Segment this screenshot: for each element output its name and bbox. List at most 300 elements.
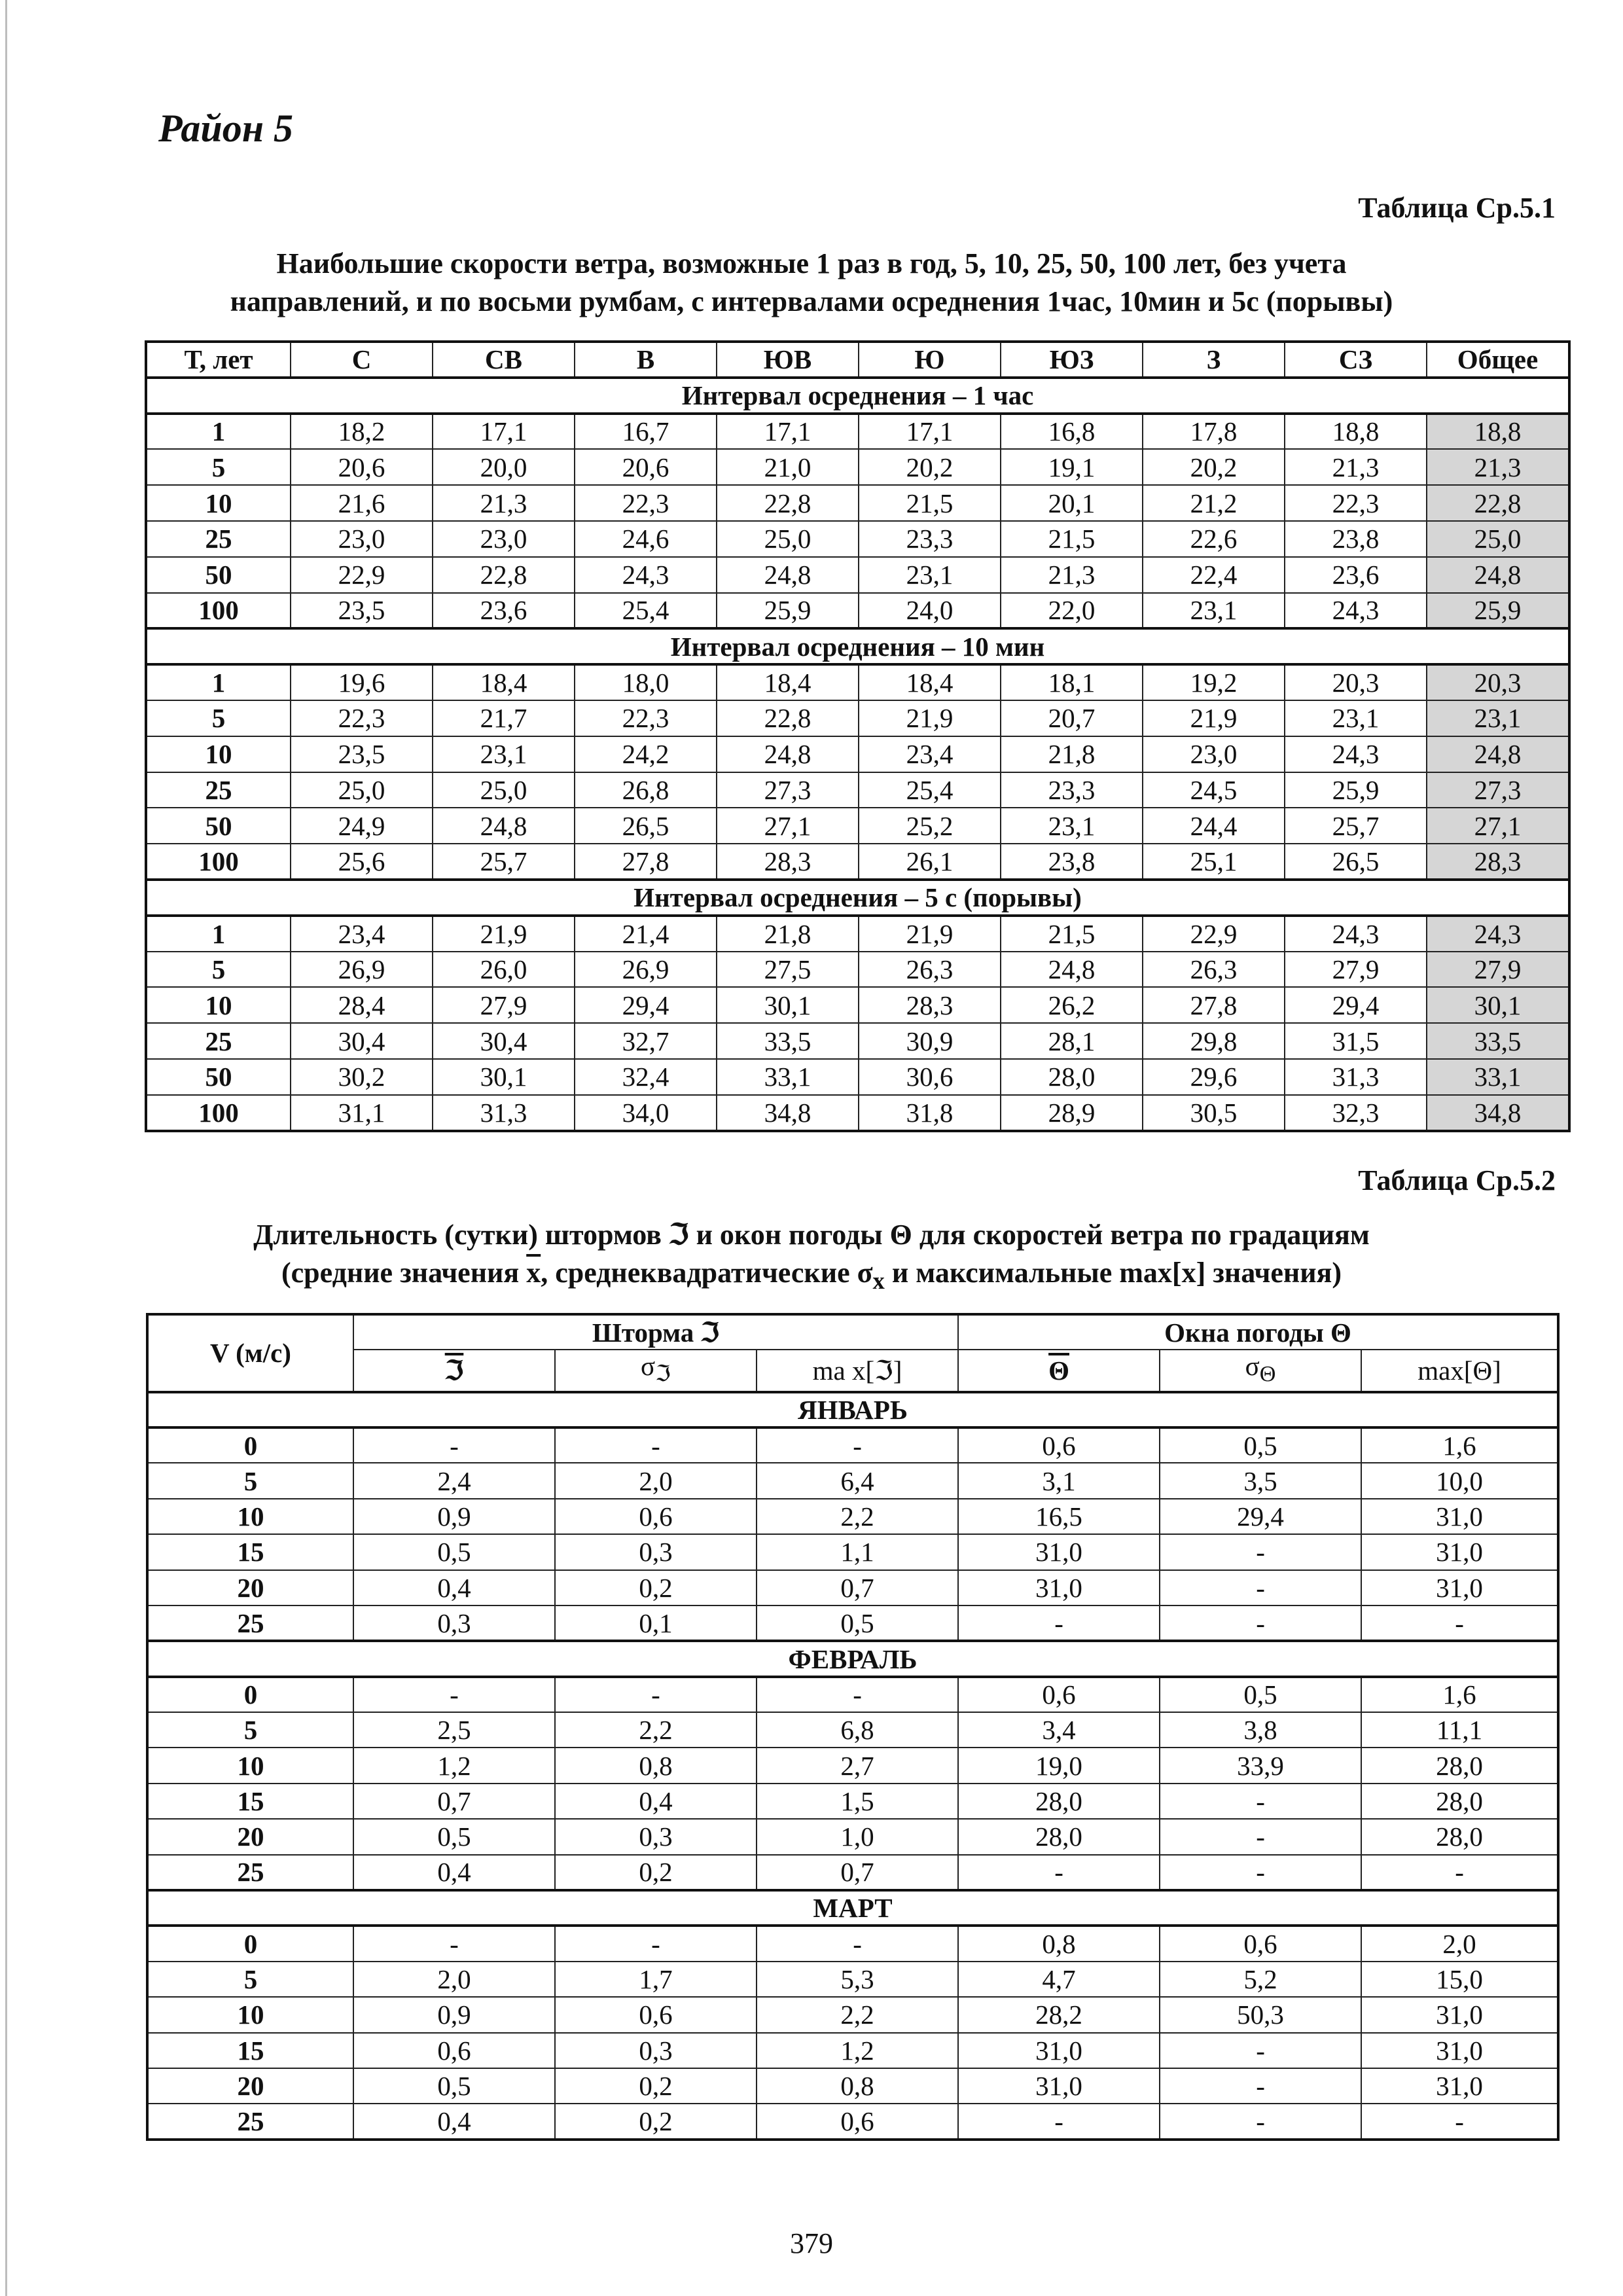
speed-cell: 0: [147, 1427, 353, 1463]
value-cell: 1,0: [757, 1819, 958, 1854]
value-cell: 18,4: [717, 664, 859, 700]
caption-sub: x: [872, 1266, 885, 1294]
table-row: [146, 1059, 1569, 1095]
value-cell: 1,2: [757, 2033, 958, 2068]
value-cell: -: [1361, 1855, 1558, 1890]
value-cell: 31,0: [958, 2068, 1160, 2104]
value-cell: 25,0: [717, 521, 859, 557]
value-cell: 2,2: [757, 1499, 958, 1534]
value-cell: 21,7: [433, 700, 575, 736]
value-cell: 32,4: [575, 1059, 717, 1095]
value-cell: 6,8: [757, 1712, 958, 1748]
value-cell: 25,1: [1143, 844, 1285, 880]
column-header: В: [575, 342, 717, 378]
storm-duration-table: [146, 1313, 1560, 2141]
table-row: [147, 1499, 1558, 1534]
value-cell: -: [1361, 1605, 1558, 1641]
table2-sub-header: [147, 1350, 1558, 1391]
value-cell: 23,6: [1285, 557, 1427, 593]
value-cell: 0,7: [353, 1784, 555, 1819]
value-cell: 21,3: [1427, 449, 1569, 485]
value-cell: -: [1160, 1819, 1361, 1854]
caption-text: , среднеквадратические σ: [541, 1257, 873, 1289]
speed-cell: 15: [147, 1784, 353, 1819]
value-cell: 21,2: [1143, 485, 1285, 521]
value-cell: 21,9: [1143, 700, 1285, 736]
table-row: [147, 2033, 1558, 2068]
value-cell: 20,6: [575, 449, 717, 485]
return-period-cell: 5: [146, 952, 291, 988]
value-cell: 19,0: [958, 1748, 1160, 1783]
table-row: [146, 521, 1569, 557]
value-cell: -: [555, 1677, 757, 1712]
table-row: [147, 1427, 1558, 1463]
speed-cell: 20: [147, 2068, 353, 2104]
table-row: [146, 593, 1569, 629]
value-cell: 21,8: [1001, 736, 1143, 772]
value-cell: 22,6: [1143, 521, 1285, 557]
value-cell: 28,0: [1361, 1819, 1558, 1854]
speed-cell: 0: [147, 1926, 353, 1961]
value-cell: 19,2: [1143, 664, 1285, 700]
value-cell: -: [1160, 1855, 1361, 1890]
value-cell: 25,9: [717, 593, 859, 629]
value-cell: 31,1: [291, 1095, 433, 1131]
value-cell: 1,6: [1361, 1677, 1558, 1712]
value-cell: -: [757, 1926, 958, 1961]
table-row: [147, 1997, 1558, 2032]
value-cell: 20,2: [1143, 449, 1285, 485]
value-cell: 0,7: [757, 1570, 958, 1605]
value-cell: 21,3: [1285, 449, 1427, 485]
value-cell: 0,5: [353, 1534, 555, 1570]
speed-cell: 10: [147, 1748, 353, 1783]
value-cell: 30,6: [859, 1059, 1001, 1095]
month-row: [147, 1641, 1558, 1676]
value-cell: -: [1160, 1570, 1361, 1605]
value-cell: 2,7: [757, 1748, 958, 1783]
value-cell: 0,9: [353, 1499, 555, 1534]
return-period-cell: 1: [146, 414, 291, 450]
value-cell: 25,4: [575, 593, 717, 629]
return-period-cell: 10: [146, 987, 291, 1023]
value-cell: 31,0: [958, 1570, 1160, 1605]
table-row: [147, 2068, 1558, 2104]
value-cell: 25,9: [1285, 772, 1427, 808]
value-cell: 28,0: [1001, 1059, 1143, 1095]
value-cell: 31,0: [1361, 1997, 1558, 2032]
return-period-cell: 50: [146, 808, 291, 844]
speed-cell: 5: [147, 1962, 353, 1997]
value-cell: 24,3: [575, 557, 717, 593]
value-cell: 24,8: [717, 557, 859, 593]
value-cell: 17,1: [433, 414, 575, 450]
value-cell: 0,4: [353, 1855, 555, 1890]
value-cell: 26,5: [575, 808, 717, 844]
value-cell: 21,9: [859, 700, 1001, 736]
header-window-max: max[Θ]: [1361, 1350, 1558, 1391]
value-cell: 0,4: [353, 2104, 555, 2139]
value-cell: 25,7: [1285, 808, 1427, 844]
return-period-cell: 100: [146, 1095, 291, 1131]
value-cell: 21,5: [1001, 916, 1143, 952]
value-cell: 0,8: [958, 1926, 1160, 1961]
value-cell: 21,5: [1001, 521, 1143, 557]
value-cell: 24,6: [575, 521, 717, 557]
value-cell: 24,3: [1427, 916, 1569, 952]
value-cell: 22,8: [433, 557, 575, 593]
value-cell: 0,6: [555, 1499, 757, 1534]
value-cell: -: [353, 1427, 555, 1463]
header-storm-max: ma x[ℑ]: [757, 1350, 958, 1391]
value-cell: 18,8: [1285, 414, 1427, 450]
value-cell: 2,0: [353, 1962, 555, 1997]
value-cell: 25,4: [859, 772, 1001, 808]
value-cell: 23,3: [859, 521, 1001, 557]
header-speed: V (м/с): [147, 1314, 353, 1392]
value-cell: 20,1: [1001, 485, 1143, 521]
value-cell: 1,7: [555, 1962, 757, 1997]
value-cell: 31,0: [958, 1534, 1160, 1570]
table-row: [147, 1605, 1558, 1641]
value-cell: 17,1: [717, 414, 859, 450]
column-header: С: [291, 342, 433, 378]
speed-cell: 20: [147, 1819, 353, 1854]
value-cell: 28,0: [958, 1784, 1160, 1819]
value-cell: 34,8: [717, 1095, 859, 1131]
value-cell: 3,1: [958, 1463, 1160, 1498]
value-cell: -: [555, 1926, 757, 1961]
value-cell: 34,8: [1427, 1095, 1569, 1131]
value-cell: 11,1: [1361, 1712, 1558, 1748]
value-cell: 26,3: [859, 952, 1001, 988]
column-header: СЗ: [1285, 342, 1427, 378]
value-cell: 29,4: [1160, 1499, 1361, 1534]
section-title: Интервал осреднения – 1 час: [146, 378, 1569, 414]
value-cell: 28,0: [958, 1819, 1160, 1854]
value-cell: 23,8: [1001, 844, 1143, 880]
value-cell: 26,8: [575, 772, 717, 808]
value-cell: -: [757, 1427, 958, 1463]
value-cell: 22,8: [717, 485, 859, 521]
value-cell: 17,8: [1143, 414, 1285, 450]
value-cell: 16,7: [575, 414, 717, 450]
value-cell: 29,8: [1143, 1023, 1285, 1059]
value-cell: 34,0: [575, 1095, 717, 1131]
return-period-cell: 50: [146, 557, 291, 593]
value-cell: 23,3: [1001, 772, 1143, 808]
table-row: [146, 485, 1569, 521]
caption-text: и максимальные max[x] значения): [884, 1257, 1342, 1289]
table-row: [146, 916, 1569, 952]
return-period-cell: 10: [146, 736, 291, 772]
value-cell: 3,4: [958, 1712, 1160, 1748]
value-cell: 0,4: [555, 1784, 757, 1819]
value-cell: -: [958, 1605, 1160, 1641]
value-cell: 5,2: [1160, 1962, 1361, 1997]
value-cell: 30,4: [291, 1023, 433, 1059]
value-cell: 21,0: [717, 449, 859, 485]
value-cell: 21,5: [859, 485, 1001, 521]
table1-caption: [144, 245, 1479, 321]
value-cell: 30,1: [433, 1059, 575, 1095]
value-cell: 0,3: [555, 1534, 757, 1570]
value-cell: 10,0: [1361, 1463, 1558, 1498]
value-cell: -: [353, 1926, 555, 1961]
value-cell: 28,3: [717, 844, 859, 880]
value-cell: 2,2: [555, 1712, 757, 1748]
table1-header-row: [146, 342, 1569, 378]
table-row: [146, 414, 1569, 450]
value-cell: 33,1: [1427, 1059, 1569, 1095]
value-cell: 20,6: [291, 449, 433, 485]
value-cell: 0,4: [353, 1570, 555, 1605]
value-cell: -: [958, 2104, 1160, 2139]
value-cell: 25,6: [291, 844, 433, 880]
value-cell: 1,1: [757, 1534, 958, 1570]
value-cell: 0,8: [555, 1748, 757, 1783]
table1-caption-line1: Наибольшие скорости ветра, возможные 1 раз в год, 5, 10, 25, 50, 100 лет, без учета: [276, 247, 1347, 279]
window-mean-symbol: $\overline{\Theta}$: [1048, 1355, 1069, 1386]
table1-label: Таблица Ср.5.1: [1358, 192, 1556, 224]
sigma-symbol: σ: [641, 1351, 656, 1382]
table-row: [147, 1962, 1558, 1997]
value-cell: 23,5: [291, 593, 433, 629]
value-cell: 25,0: [291, 772, 433, 808]
value-cell: 18,1: [1001, 664, 1143, 700]
table-row: [146, 557, 1569, 593]
value-cell: 1,2: [353, 1748, 555, 1783]
value-cell: 22,3: [575, 700, 717, 736]
sigma-symbol: σ: [1245, 1351, 1260, 1382]
region-title: Район 5: [158, 107, 294, 150]
value-cell: 23,4: [859, 736, 1001, 772]
speed-cell: 10: [147, 1997, 353, 2032]
value-cell: 27,8: [575, 844, 717, 880]
value-cell: 29,4: [1285, 987, 1427, 1023]
table-row: [147, 1819, 1558, 1854]
value-cell: 27,9: [1427, 952, 1569, 988]
value-cell: 23,1: [1143, 593, 1285, 629]
value-cell: 22,9: [1143, 916, 1285, 952]
table-row: [146, 449, 1569, 485]
column-header: ЮВ: [717, 342, 859, 378]
value-cell: 0,5: [353, 2068, 555, 2104]
value-cell: 26,1: [859, 844, 1001, 880]
value-cell: 24,8: [1427, 557, 1569, 593]
value-cell: 28,0: [1361, 1748, 1558, 1783]
value-cell: 0,2: [555, 2068, 757, 2104]
table-row: [146, 736, 1569, 772]
month-row: [147, 1890, 1558, 1926]
value-cell: 25,0: [433, 772, 575, 808]
value-cell: 21,8: [717, 916, 859, 952]
value-cell: 23,6: [433, 593, 575, 629]
value-cell: 27,1: [717, 808, 859, 844]
table-row: [147, 1926, 1558, 1961]
value-cell: 20,3: [1427, 664, 1569, 700]
value-cell: -: [1160, 2033, 1361, 2068]
caption-text: (средние значения: [281, 1257, 527, 1289]
value-cell: 32,7: [575, 1023, 717, 1059]
value-cell: 31,3: [1285, 1059, 1427, 1095]
value-cell: 18,4: [859, 664, 1001, 700]
header-storm-mean: [353, 1350, 555, 1391]
table2-caption: [144, 1216, 1479, 1300]
header-storms-group: Шторма ℑ: [353, 1314, 958, 1350]
value-cell: 32,3: [1285, 1095, 1427, 1131]
value-cell: 33,5: [1427, 1023, 1569, 1059]
value-cell: 30,5: [1143, 1095, 1285, 1131]
value-cell: 31,0: [1361, 1499, 1558, 1534]
value-cell: 28,9: [1001, 1095, 1143, 1131]
section-title: Интервал осреднения – 10 мин: [146, 628, 1569, 664]
table-row: [147, 1855, 1558, 1890]
value-cell: 26,3: [1143, 952, 1285, 988]
value-cell: 0,8: [757, 2068, 958, 2104]
value-cell: 0,2: [555, 1855, 757, 1890]
value-cell: 31,0: [1361, 1570, 1558, 1605]
value-cell: 26,0: [433, 952, 575, 988]
value-cell: 26,9: [291, 952, 433, 988]
section-row: [146, 628, 1569, 664]
caption-mean-symbol: $\overline{x}$: [526, 1257, 541, 1289]
value-cell: 24,5: [1143, 772, 1285, 808]
value-cell: 17,1: [859, 414, 1001, 450]
header-windows-group: Окна погоды Θ: [958, 1314, 1558, 1350]
speed-cell: 25: [147, 1605, 353, 1641]
header-window-mean: [958, 1350, 1160, 1391]
value-cell: 24,8: [1427, 736, 1569, 772]
table-row: [146, 700, 1569, 736]
return-period-cell: 100: [146, 844, 291, 880]
month-title: ФЕВРАЛЬ: [147, 1641, 1558, 1676]
value-cell: 26,5: [1285, 844, 1427, 880]
value-cell: 18,8: [1427, 414, 1569, 450]
value-cell: 31,0: [1361, 2033, 1558, 2068]
value-cell: 31,0: [1361, 1534, 1558, 1570]
value-cell: 22,3: [575, 485, 717, 521]
value-cell: 1,5: [757, 1784, 958, 1819]
value-cell: 22,8: [1427, 485, 1569, 521]
value-cell: 27,5: [717, 952, 859, 988]
value-cell: 21,3: [1001, 557, 1143, 593]
sigma-sub: Θ: [1259, 1362, 1276, 1387]
header-storm-sigma: [555, 1350, 757, 1391]
value-cell: 16,5: [958, 1499, 1160, 1534]
value-cell: 27,3: [717, 772, 859, 808]
value-cell: 22,3: [1285, 485, 1427, 521]
return-period-cell: 100: [146, 593, 291, 629]
column-header: СВ: [433, 342, 575, 378]
section-row: [146, 378, 1569, 414]
value-cell: 23,1: [433, 736, 575, 772]
value-cell: -: [1160, 1784, 1361, 1819]
page-edge-rule: [5, 0, 7, 2296]
value-cell: 31,5: [1285, 1023, 1427, 1059]
value-cell: 31,0: [958, 2033, 1160, 2068]
value-cell: 0,1: [555, 1605, 757, 1641]
value-cell: 25,2: [859, 808, 1001, 844]
value-cell: 21,3: [433, 485, 575, 521]
table2-group-header: [147, 1314, 1558, 1350]
value-cell: -: [958, 1855, 1160, 1890]
value-cell: 50,3: [1160, 1997, 1361, 2032]
value-cell: 18,4: [433, 664, 575, 700]
value-cell: 23,5: [291, 736, 433, 772]
speed-cell: 0: [147, 1677, 353, 1712]
value-cell: 22,0: [1001, 593, 1143, 629]
value-cell: 30,2: [291, 1059, 433, 1095]
table-row: [147, 1677, 1558, 1712]
section-title: Интервал осреднения – 5 с (порывы): [146, 880, 1569, 916]
column-header: ЮЗ: [1001, 342, 1143, 378]
value-cell: 20,3: [1285, 664, 1427, 700]
value-cell: 28,1: [1001, 1023, 1143, 1059]
table-row: [147, 1748, 1558, 1783]
value-cell: 15,0: [1361, 1962, 1558, 1997]
value-cell: 0,3: [555, 1819, 757, 1854]
value-cell: 0,6: [353, 2033, 555, 2068]
value-cell: -: [555, 1427, 757, 1463]
value-cell: 31,3: [433, 1095, 575, 1131]
speed-cell: 15: [147, 2033, 353, 2068]
value-cell: 0,6: [757, 2104, 958, 2139]
return-period-cell: 1: [146, 916, 291, 952]
table-row: [147, 1784, 1558, 1819]
table2-label: Таблица Ср.5.2: [1358, 1164, 1556, 1196]
value-cell: 2,2: [757, 1997, 958, 2032]
value-cell: 30,4: [433, 1023, 575, 1059]
value-cell: 24,3: [1285, 916, 1427, 952]
value-cell: 20,0: [433, 449, 575, 485]
table-row: [146, 952, 1569, 988]
table-row: [146, 1095, 1569, 1131]
value-cell: 28,3: [1427, 844, 1569, 880]
return-period-cell: 10: [146, 485, 291, 521]
value-cell: 0,3: [353, 1605, 555, 1641]
value-cell: 20,7: [1001, 700, 1143, 736]
value-cell: 25,9: [1427, 593, 1569, 629]
value-cell: 33,9: [1160, 1748, 1361, 1783]
return-period-cell: 5: [146, 449, 291, 485]
value-cell: 28,0: [1361, 1784, 1558, 1819]
return-period-cell: 25: [146, 521, 291, 557]
value-cell: 26,2: [1001, 987, 1143, 1023]
value-cell: 0,6: [1160, 1926, 1361, 1961]
value-cell: 28,4: [291, 987, 433, 1023]
value-cell: 22,9: [291, 557, 433, 593]
value-cell: 29,4: [575, 987, 717, 1023]
value-cell: 21,6: [291, 485, 433, 521]
table-row: [147, 1712, 1558, 1748]
value-cell: 24,8: [433, 808, 575, 844]
column-header: З: [1143, 342, 1285, 378]
value-cell: 24,0: [859, 593, 1001, 629]
speed-cell: 10: [147, 1499, 353, 1534]
value-cell: 24,8: [717, 736, 859, 772]
value-cell: 33,1: [717, 1059, 859, 1095]
value-cell: 24,2: [575, 736, 717, 772]
value-cell: 30,1: [1427, 987, 1569, 1023]
value-cell: 23,0: [1143, 736, 1285, 772]
value-cell: 19,6: [291, 664, 433, 700]
value-cell: 0,2: [555, 1570, 757, 1605]
value-cell: 23,0: [291, 521, 433, 557]
table-row: [147, 1570, 1558, 1605]
table-row: [146, 844, 1569, 880]
value-cell: 21,9: [859, 916, 1001, 952]
